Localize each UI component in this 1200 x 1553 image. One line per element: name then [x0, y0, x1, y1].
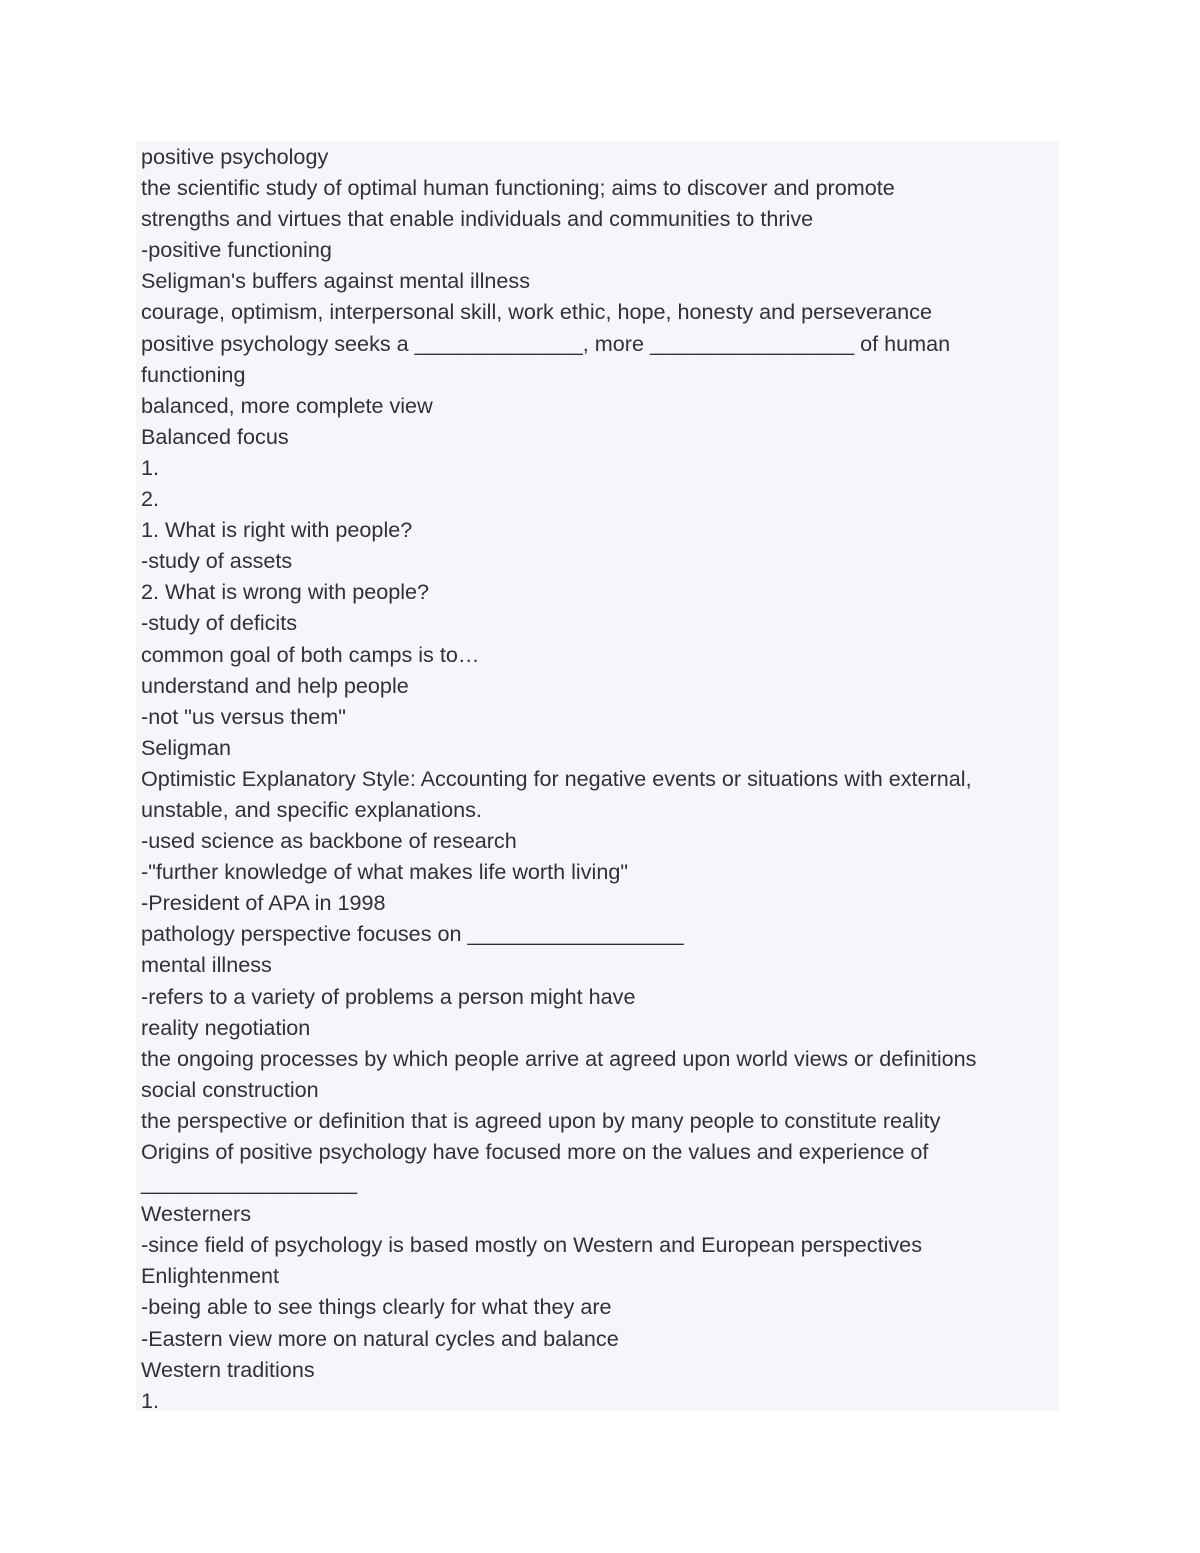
text-line: Optimistic Explanatory Style: Accounting for negative events or situations with external, [141, 765, 972, 791]
text-line: Seligman's buffers against mental illness [141, 268, 531, 294]
text-line: balanced, more complete view [141, 392, 433, 418]
text-line: Westerners [141, 1201, 252, 1227]
text-line: common goal of both camps is to… [141, 641, 480, 667]
flashcard-text-block [136, 141, 1059, 1411]
text-line: 1. What is right with people? [141, 517, 413, 543]
text-line: Origins of positive psychology have focused more on the values and experience of [141, 1139, 929, 1164]
text-line: -used science as backbone of research [141, 828, 517, 854]
text-line: -Eastern view more on natural cycles and balance [141, 1325, 619, 1351]
text-line: Balanced focus [141, 423, 289, 449]
text-line: the perspective or definition that is agreed upon by many people to constitute reality [141, 1107, 941, 1133]
text-line: pathology perspective focuses on __________________ [141, 921, 684, 947]
text-line: 2. [141, 486, 160, 512]
text-line: reality negotiation [141, 1014, 311, 1040]
text-line: -positive functioning [141, 237, 332, 263]
text-line: -being able to see things clearly for what they are [141, 1294, 612, 1320]
text-line: strengths and virtues that enable individuals and communities to thrive [141, 206, 814, 232]
text-lines [141, 141, 1059, 1416]
text-line: Western traditions [141, 1356, 315, 1382]
text-line: mental illness [141, 952, 272, 978]
text-line: -since field of psychology is based mostly on Western and European perspectives [141, 1232, 922, 1258]
text-line: positive psychology [141, 144, 329, 169]
text-line: Seligman [141, 734, 232, 760]
text-line: __________________ [141, 1170, 358, 1196]
text-line: 2. What is wrong with people? [141, 579, 430, 605]
text-line: positive psychology seeks a ______________, more _________________ of human [141, 330, 951, 356]
text-line: -not "us versus them" [141, 703, 346, 729]
text-line: -study of assets [141, 548, 293, 574]
text-line: -President of APA in 1998 [141, 890, 386, 916]
text-line: Enlightenment [141, 1263, 280, 1289]
text-line: functioning [141, 361, 246, 387]
text-line: the ongoing processes by which people arrive at agreed upon world views or definitions [141, 1045, 977, 1071]
text-line: the scientific study of optimal human functioning; aims to discover and promote [141, 175, 895, 201]
text-line: -refers to a variety of problems a person might have [141, 983, 636, 1009]
text-line: -"further knowledge of what makes life worth living" [141, 859, 629, 885]
text-line: understand and help people [141, 672, 409, 698]
text-line: -study of deficits [141, 610, 298, 636]
text-line: courage, optimism, interpersonal skill, work ethic, hope, honesty and perseverance [141, 299, 932, 325]
text-line: 1. [141, 1387, 160, 1413]
text-line: social construction [141, 1076, 319, 1102]
text-line: 1. [141, 454, 160, 480]
text-line: unstable, and specific explanations. [141, 796, 482, 822]
